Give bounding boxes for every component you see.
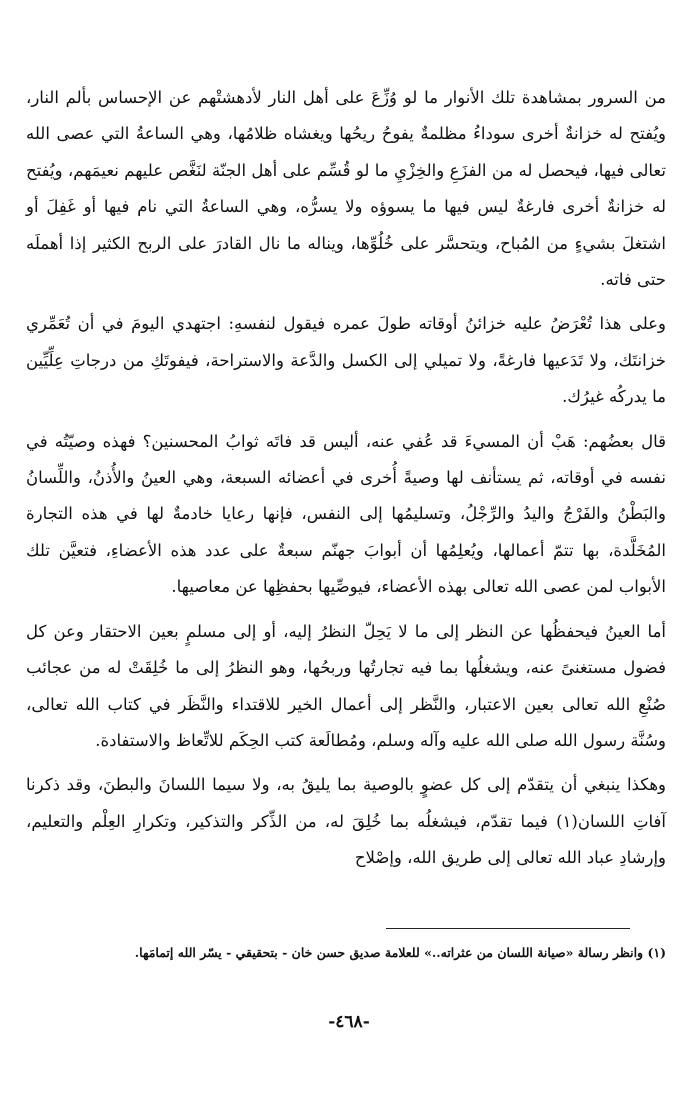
footnote: (١) وانظر رسالة «صيانة اللسان من عثراته..» للعلامة صديق حسن خان - بتحقيقي - يسّر الله إتمامَها.: [134, 945, 666, 960]
paragraph-1: من السرور بمشاهدة تلك الأنوار ما لو وُزِّعَ على أهل النار لأدهشتْهم عن الإحساس بألم النار، ويُفتح له خزانةٌ أخرى سوداءُ مظلمةٌ يفوحُ ريحُها ويغشاه ظلامُها، وهي الساعةُ التي عصى الله تعالى فيها، فيحصل له من الفزَعِ والخِزْيِ ما لو قُسِّم على أهل الجنّة لنَغَّص عليهم نعيمَهم، ويُفتح له خزانةٌ أخرى فارغةٌ ليس فيها ما يسوؤه ولا يسرُّه، وهي الساعةُ التي نام فيها أو غَفِلَ أو اشتغلَ بشيءٍ من المُباح، ويتحسَّر على خُلُوِّها، ويناله ما نال القادرَ على الربح الكثير إذا أهملَه حتى فاته.: [26, 88, 666, 290]
paragraph-5: وهكذا ينبغي أن يتقدّم إلى كل عضوٍ بالوصية بما يليقُ به، ولا سيما اللسانَ والبطنَ، وقد ذكرنا آفاتِ اللسان(١) فيما تقدّم، فيشغلُه بما خُلِقَ له، من الذِّكر والتذكير، وتكرارِ العِلْم والتعليم، وإرشادِ عباد الله تعالى إلى طريق الله، وإصْلاح: [26, 775, 666, 868]
paragraph-4: أما العينُ فيحفظُها عن النظر إلى ما لا يَحِلّ النظرُ إليه، أو إلى مسلمٍ بعين الاحتقار وعن كل فضول مستغنىً عنه، ويشغلُها بما فيه تجارتُها وربحُها، وهو النظرُ إلى ما خُلِقَتْ له من عجائب صُنْعِ الله تعالى بعين الاعتبار، والنَّظر إلى أعمال الخير للاقتداء والنَّظَر في كتاب الله تعالى، وسُنَّة رسول الله صلى الله عليه وآله وسلم، ومُطالَعة كتب الحِكَم للاتِّعاظ والاستفادة.: [26, 621, 666, 750]
footnote-divider: [386, 928, 630, 929]
paragraph-3: قال بعضُهم: هَبْ أن المسيءَ قد عُفي عنه، أليس قد فاتَه ثوابُ المحسنين؟ فهذه وصيّتُه في نفسه في أوقاته، ثم يستأنف لها وصيةً أُخرى في أعضائه السبعة، وهي العينُ والأُذنُ، واللِّسانُ والبَطْنُ والفَرْجُ واليدُ والرِّجْلُ، وتسليمُها إلى النفس، فإنها رعايا خادمةٌ لها في هذه التجارة المُخَلَّدة، بها تتمّ أعمالها، ويُعلِمُها أن أبوابَ جهنّم سبعةٌ على عدد هذه الأعضاءِ، فتعيَّن تلك الأبواب لمن عصى الله تعالى بهذه الأعضاء، فيوصِّيها بحفظِها عن معاصيها.: [26, 431, 666, 597]
main-text: [26, 80, 666, 885]
paragraph-2: وعلى هذا تُعْرَضُ عليه خزائنُ أوقاته طولَ عمره فيقول لنفسهِ: اجتهدي اليومَ في أن تُعَمِّري خزانتَك، ولا تَدَعيها فارغةً، ولا تميلي إلى الكسل والدَّعة والاستراحة، فيفوتَكِ من درجاتِ عِلِّيِّين ما يدركُه غيرُك.: [26, 314, 666, 407]
page-number: -٤٦٨-: [328, 1012, 370, 1032]
